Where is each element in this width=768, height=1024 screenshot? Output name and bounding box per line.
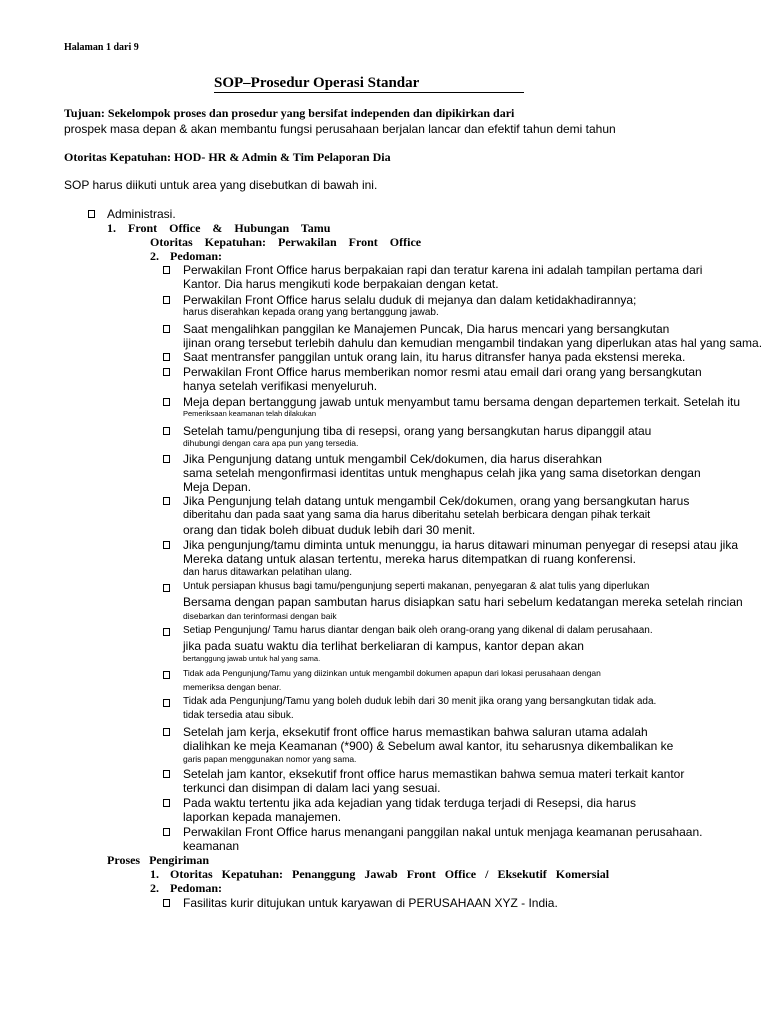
- shipping-guidelines-label: Pedoman:: [170, 881, 222, 895]
- bullet-box-icon: [163, 266, 170, 274]
- shipping-section-title: Proses Pengiriman: [107, 853, 210, 867]
- bullet-box-icon: [163, 427, 170, 435]
- guideline-line: Perwakilan Front Office harus berpakaian rapi dan teratur karena ini adalah tampilan pertama dari: [183, 263, 703, 277]
- guideline-line: Tidak ada Pengunjung/Tamu yang boleh duduk lebih dari 30 menit jika orang yang bersangkutan tidak ada.: [183, 696, 657, 707]
- bullet-box-icon: [163, 541, 170, 549]
- bullet-box-icon: [163, 398, 170, 406]
- guideline-line: Perwakilan Front Office harus menangani panggilan nakal untuk menjaga keamanan perusahaan.: [183, 825, 703, 839]
- shipping-authority: Otoritas Kepatuhan: Penanggung Jawab Front Office / Eksekutif Komersial: [170, 867, 610, 881]
- guideline-line: disebarkan dan terinformasi dengan baik: [183, 611, 337, 621]
- guideline-line: Untuk persiapan khusus bagi tamu/pengunjung seperti makanan, penyegaran & alat tulis yang diperlukan: [183, 581, 650, 592]
- bullet-box-icon: [163, 899, 170, 907]
- bullet-box-icon: [163, 799, 170, 807]
- guideline-line: Jika pengunjung/tamu diminta untuk menunggu, ia harus ditawari minuman penyegar di resepsi atau jika: [183, 538, 738, 552]
- bullet-box-icon: [163, 296, 170, 304]
- bullet-box-icon: [88, 210, 95, 218]
- front-office-title: Front Office & Hubungan Tamu: [128, 221, 331, 235]
- bullet-box-icon: [163, 628, 170, 636]
- bullet-box-icon: [163, 584, 170, 592]
- bullet-box-icon: [163, 699, 170, 707]
- authority-line: Otoritas Kepatuhan: HOD- HR & Admin & Tim Pelaporan Dia: [64, 150, 391, 164]
- document-title: SOP–Prosedur Operasi Standar: [214, 75, 420, 91]
- bullet-box-icon: [163, 828, 170, 836]
- guideline-line: Meja Depan.: [183, 480, 252, 494]
- bullet-box-icon: [163, 325, 170, 333]
- guideline-line: memeriksa dengan benar.: [183, 682, 282, 692]
- guideline-line: dihubungi dengan cara apa pun yang tersedia.: [183, 438, 359, 448]
- guideline-line: keamanan: [183, 839, 240, 853]
- guideline-line: Bersama dengan papan sambutan harus disiapkan satu hari sebelum kedatangan mereka setelah rincian: [183, 595, 743, 609]
- guideline-line: Saat mentransfer panggilan untuk orang lain, itu harus ditransfer hanya pada ekstensi mereka.: [183, 350, 686, 364]
- guideline-line: Pemeriksaan keamanan telah dilakukan: [183, 409, 316, 418]
- title-underline: [214, 92, 524, 93]
- guideline-line: Saat mengalihkan panggilan ke Manajemen Puncak, Dia harus mencari yang bersangkutan: [183, 322, 670, 336]
- guideline-line: Meja depan bertanggung jawab untuk menyambut tamu bersama dengan departemen terkait. Setelah itu: [183, 395, 741, 409]
- guideline-line: Perwakilan Front Office harus selalu duduk di mejanya dan dalam ketidakhadirannya;: [183, 293, 637, 307]
- guideline-line: Setelah jam kerja, eksekutif front office harus memastikan bahwa saluran utama adalah: [183, 725, 648, 739]
- bullet-box-icon: [163, 455, 170, 463]
- guideline-line: Pada waktu tertentu jika ada kejadian yang tidak terduga terjadi di Resepsi, dia harus: [183, 796, 636, 810]
- bullet-box-icon: [163, 671, 170, 679]
- intro-text: SOP harus diikuti untuk area yang disebutkan di bawah ini.: [64, 178, 378, 192]
- guideline-line: Setiap Pengunjung/ Tamu harus diantar dengan baik oleh orang-orang yang dikenal di dalam perusahaan.: [183, 625, 653, 636]
- bullet-box-icon: [163, 728, 170, 736]
- shipping-guidelines-number: 2.: [150, 881, 159, 895]
- shipping-authority-number: 1.: [150, 867, 159, 881]
- guideline-line: garis papan menggunakan nomor yang sama.: [183, 754, 357, 764]
- front-office-authority: Otoritas Kepatuhan: Perwakilan Front Office: [150, 235, 422, 249]
- guideline-line: Tidak ada Pengunjung/Tamu yang diizinkan untuk mengambil dokumen apapun dari lokasi perusahaan dengan: [183, 668, 601, 678]
- bullet-box-icon: [163, 770, 170, 778]
- purpose-heading: Tujuan: Sekelompok proses dan prosedur yang bersifat independen dan dipikirkan dari: [64, 106, 515, 120]
- guideline-line: Fasilitas kurir ditujukan untuk karyawan di PERUSAHAAN XYZ - India.: [183, 896, 558, 910]
- guideline-line: bertanggung jawab untuk hal yang sama.: [183, 654, 321, 663]
- guideline-line: hanya setelah verifikasi menyeluruh.: [183, 379, 378, 393]
- guideline-line: ijinan orang tersebut terlebih dahulu dan kemudian mengambil tindakan yang diperlukan atas hal yang sama.: [183, 336, 763, 350]
- purpose-text: prospek masa depan & akan membantu fungsi perusahaan berjalan lancar dan efektif tahun demi tahun: [64, 122, 616, 136]
- bullet-box-icon: [163, 497, 170, 505]
- guideline-line: terkunci dan disimpan di dalam laci yang sesuai.: [183, 781, 441, 795]
- guideline-line: orang dan tidak boleh dibuat duduk lebih dari 30 menit.: [183, 523, 476, 537]
- guideline-line: diberitahu dan pada saat yang sama dia harus diberitahu setelah berbicara dengan pihak terkait: [183, 509, 651, 521]
- guideline-line: Jika Pengunjung telah datang untuk mengambil Cek/dokumen, orang yang bersangkutan harus: [183, 494, 690, 508]
- guideline-line: dialihkan ke meja Keamanan (*900) & Sebelum awal kantor, itu seharusnya dikembalikan ke: [183, 739, 674, 753]
- guidelines-number: 2.: [150, 249, 159, 263]
- bullet-box-icon: [163, 368, 170, 376]
- guideline-line: Kantor. Dia harus mengikuti kode berpakaian dengan ketat.: [183, 277, 499, 291]
- guideline-line: jika pada suatu waktu dia terlihat berkeliaran di kampus, kantor depan akan: [183, 639, 584, 653]
- guideline-line: Mereka datang untuk alasan tertentu, mereka harus ditempatkan di ruang konferensi.: [183, 552, 636, 566]
- guideline-line: Jika Pengunjung datang untuk mengambil Cek/dokumen, dia harus diserahkan: [183, 452, 602, 466]
- guideline-line: tidak tersedia atau sibuk.: [183, 710, 294, 721]
- guideline-line: Perwakilan Front Office harus memberikan nomor resmi atau email dari orang yang bersangkutan: [183, 365, 702, 379]
- guideline-line: harus diserahkan kepada orang yang bertanggung jawab.: [183, 307, 439, 318]
- front-office-number: 1.: [107, 221, 116, 235]
- guideline-line: Setelah tamu/pengunjung tiba di resepsi, orang yang bersangkutan harus dipanggil atau: [183, 424, 652, 438]
- guidelines-label: Pedoman:: [170, 249, 222, 263]
- bullet-box-icon: [163, 353, 170, 361]
- guideline-line: sama setelah mengonfirmasi identitas untuk menghapus celah jika yang sama disetorkan dengan: [183, 466, 701, 480]
- guideline-line: laporkan kepada manajemen.: [183, 810, 342, 824]
- section-admin-label: Administrasi.: [107, 207, 176, 221]
- page-number: Halaman 1 dari 9: [64, 42, 139, 53]
- guideline-line: Setelah jam kantor, eksekutif front office harus memastikan bahwa semua materi terkait kantor: [183, 767, 685, 781]
- guideline-line: dan harus ditawarkan pelatihan ulang.: [183, 567, 353, 578]
